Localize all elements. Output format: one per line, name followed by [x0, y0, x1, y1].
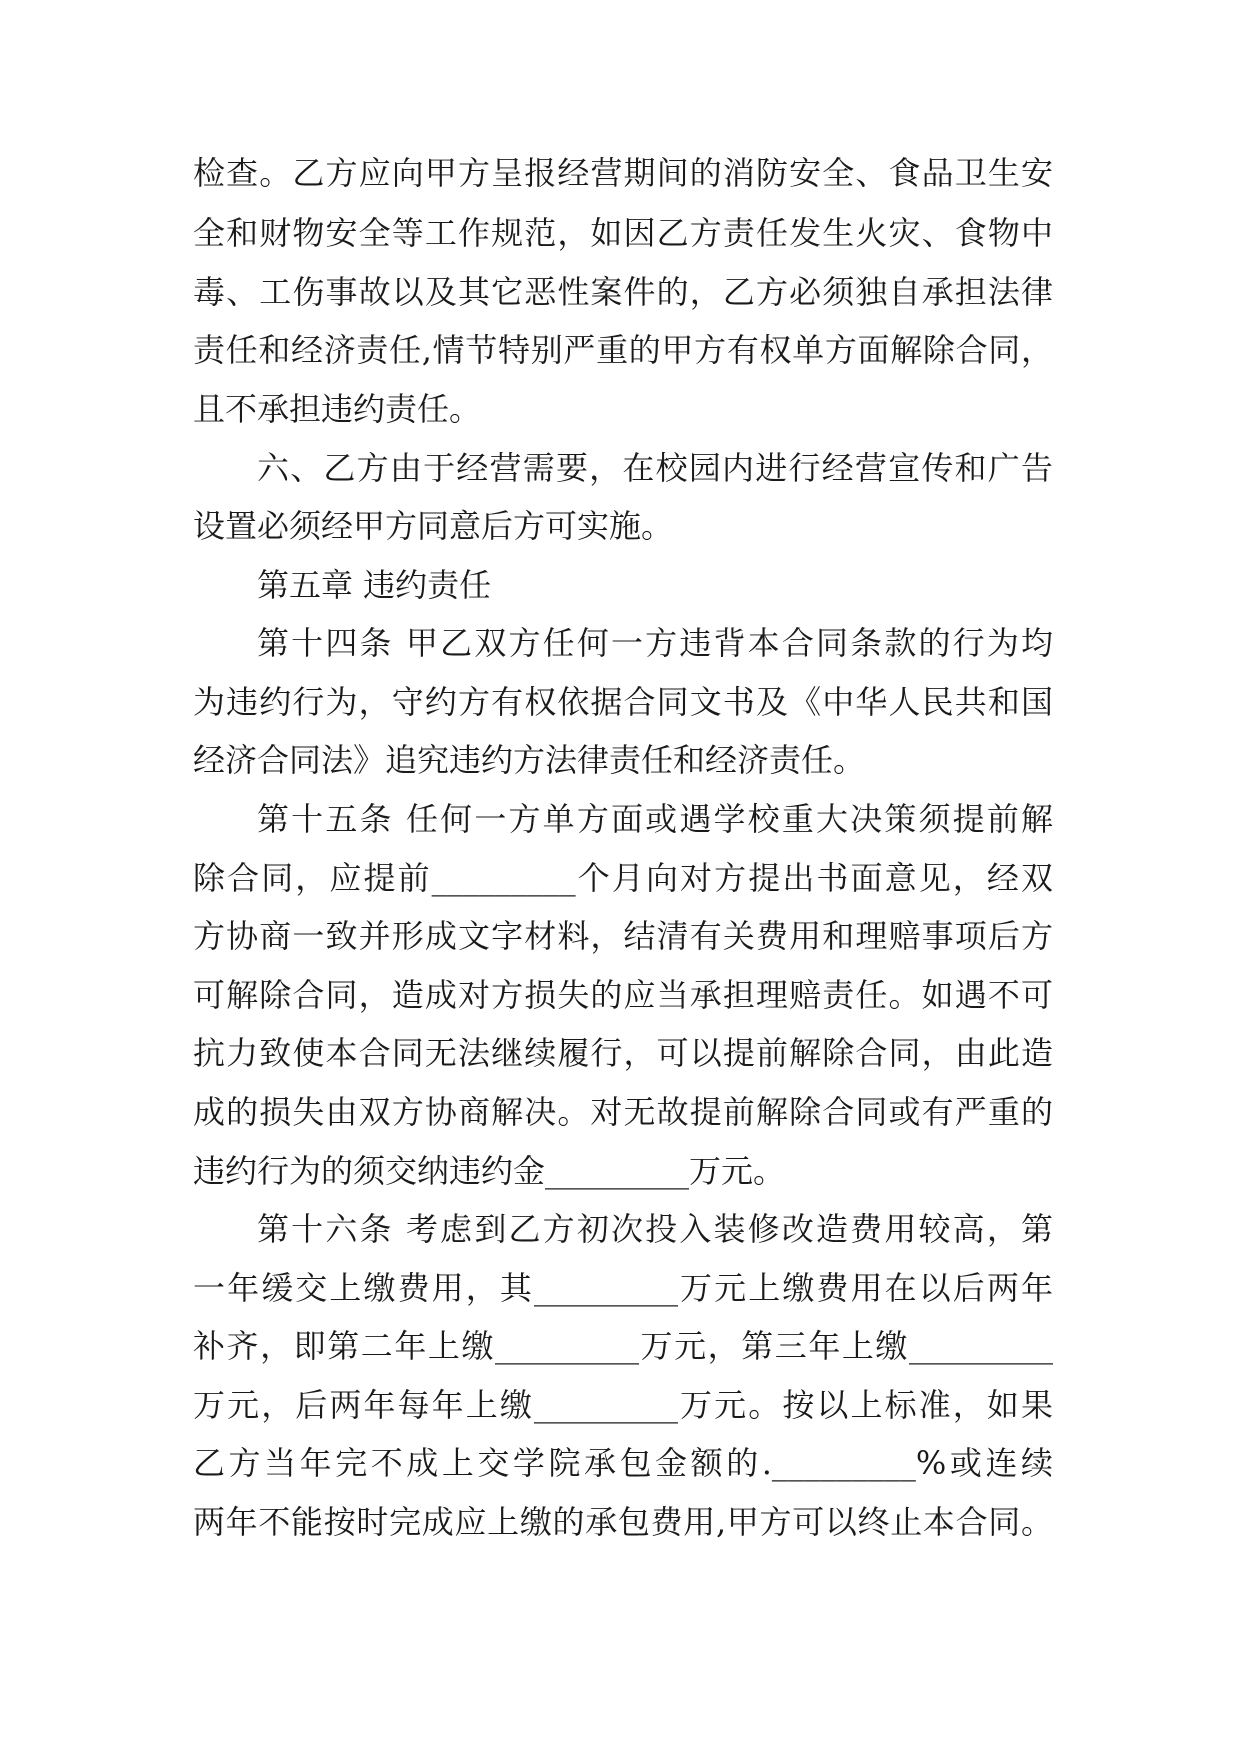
text-line: 六、乙方由于经营需要，在校园内进行经营宣传和广告	[257, 449, 1053, 487]
text-line: 责任和经济责任,情节特别严重的甲方有权单方面解除合同，	[193, 331, 1053, 369]
text-line: 除合同，应提前_________个月向对方提出书面意见，经双	[193, 859, 1053, 897]
text-line: 设置必须经甲方同意后方可实施。	[193, 507, 674, 545]
text-line: 第十六条 考虑到乙方初次投入装修改造费用较高，第	[257, 1210, 1053, 1248]
text-line: 毒、工伤事故以及其它恶性案件的，乙方必须独自承担法律	[193, 273, 1053, 311]
text-line: 乙方当年完不成上交学院承包金额的._________%或连续	[193, 1444, 1053, 1482]
text-line: 第十四条 甲乙双方任何一方违背本合同条款的行为均	[257, 624, 1053, 662]
text-line: 为违约行为，守约方有权依据合同文书及《中华人民共和国	[193, 683, 1053, 721]
text-line: 补齐，即第二年上缴_________万元，第三年上缴_________	[193, 1327, 1053, 1365]
text-line: 且不承担违约责任。	[193, 390, 482, 428]
text-line: 经济合同法》追究违约方法律责任和经济责任。	[193, 741, 866, 779]
text-line: 一年缓交上缴费用，其_________万元上缴费用在以后两年	[193, 1269, 1053, 1307]
text-line: 第十五条 任何一方单方面或遇学校重大决策须提前解	[257, 800, 1053, 838]
text-line: 抗力致使本合同无法继续履行，可以提前解除合同，由此造	[193, 1034, 1053, 1072]
text-line: 违约行为的须交纳违约金_________万元。	[193, 1152, 786, 1190]
text-line: 方协商一致并形成文字材料，结清有关费用和理赔事项后方	[193, 917, 1053, 955]
text-line: 检查。乙方应向甲方呈报经营期间的消防安全、食品卫生安	[193, 154, 1053, 192]
chapter-heading: 第五章 违约责任	[257, 566, 492, 604]
text-line: 全和财物安全等工作规范，如因乙方责任发生火灾、食物中	[193, 214, 1053, 252]
text-line: 成的损失由双方协商解决。对无故提前解除合同或有严重的	[193, 1093, 1053, 1131]
text-line: 可解除合同，造成对方损失的应当承担理赔责任。如遇不可	[193, 976, 1053, 1014]
text-line: 万元，后两年每年上缴_________万元。按以上标准，如果	[193, 1386, 1053, 1424]
text-line: 两年不能按时完成应上缴的承包费用,甲方可以终止本合同。	[193, 1503, 1053, 1541]
